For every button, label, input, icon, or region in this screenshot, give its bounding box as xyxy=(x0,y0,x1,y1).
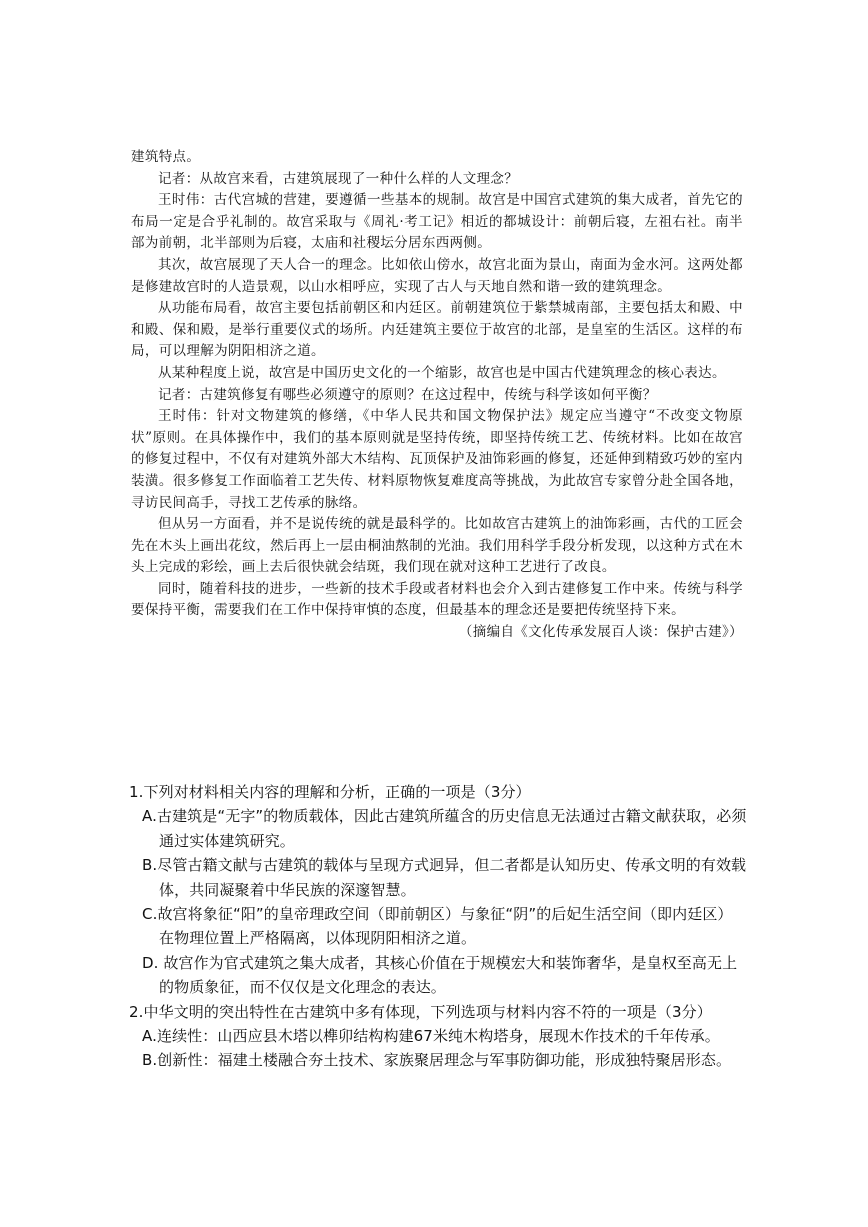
option-b: B.尽管古籍文献与古建筑的载体与呈现方式迥异，但二者都是认知历史、传承文明的有效载体，共同凝聚着中华民族的深邃智慧。 xyxy=(142,856,747,899)
passage-paragraph: 但从另一方面看，并不是说传统的就是最科学的。比如故宫古建筑上的油饰彩画，古代的工匠会先在木头上画出花纹，然后再上一层由桐油熬制的光油。我们用科学手段分析发现，以这种方式在木头上完成的彩绘，画上去后很快就会结斑，我们现在就对这种工艺进行了改良。 xyxy=(131,516,743,576)
question-list xyxy=(129,780,747,1073)
passage-paragraph: 王时伟：古代宫城的营建，要遵循一些基本的规制。故宫是中国宫式建筑的集大成者，首先它的布局一定是合乎礼制的。故宫采取与《周礼·考工记》相近的都城设计：前朝后寝，左祖右社。南半部为前朝，北半部则为后寝，太庙和社稷坛分居东西两侧。 xyxy=(131,192,743,252)
passage-paragraph: 从某种程度上说，故宫是中国历史文化的一个缩影，故宫也是中国古代建筑理念的核心表达。 xyxy=(158,364,726,381)
passage-paragraph: 其次，故宫展现了天人合一的理念。比如依山傍水，故宫北面为景山，南面为金水河。这两处都是修建故宫时的人造景观，以山水相呼应，实现了古人与天地自然和谐一致的建筑理念。 xyxy=(131,256,743,295)
reading-passage xyxy=(131,147,743,644)
question-1 xyxy=(129,780,747,1000)
passage-source: （摘编自《文化传承发展百人谈：保护古建》） xyxy=(458,624,743,641)
question-stem: 2.中华文明的突出特性在古建筑中多有体现，下列选项与材料内容不符的一项是（3分） xyxy=(129,1002,712,1021)
option-d: D. 故宫作为官式建筑之集大成者，其核心价值在于规模宏大和装饰奢华，是皇权至高无上的物质象征，而不仅仅是文化理念的表达。 xyxy=(142,953,738,997)
passage-paragraph: 记者：从故宫来看，古建筑展现了一种什么样的人文理念？ xyxy=(158,170,519,187)
passage-paragraph: 王时伟：针对文物建筑的修缮，《中华人民共和国文物保护法》规定应当遵守“不改变文物原状”原则。在具体操作中，我们的基本原则就是坚持传统，即坚持传统工艺、传统材料。比如在故宫的修复过程中，不仅有对建筑外部大木结构、瓦顶保护及油饰彩画的修复，还延伸到精致巧妙的室内装潢。很多修复工作面临着工艺失传、材料原物恢复难度高等挑战，为此故宫专家曾分赴全国各地，寻访民间高手，寻找工艺传承的脉络。 xyxy=(131,408,743,511)
option-b: B.创新性：福建土楼融合夯土技术、家族聚居理念与军事防御功能，形成独特聚居形态。 xyxy=(142,1051,732,1070)
option-c: C.故宫将象征“阳”的皇帝理政空间（即前朝区）与象征“阴”的后妃生活空间（即内廷区）在物理位置上严格隔离，以体现阴阳相济之道。 xyxy=(142,905,733,948)
passage-paragraph: 建筑特点。 xyxy=(131,149,201,165)
option-a: A.古建筑是“无字”的物质载体，因此古建筑所蕴含的历史信息无法通过古籍文献获取，必须通过实体建筑研究。 xyxy=(142,807,747,850)
question-2 xyxy=(129,1000,747,1073)
passage-paragraph: 同时，随着科技的进步，一些新的技术手段或者材料也会介入到古建修复工作中来。传统与科学要保持平衡，需要我们在工作中保持审慎的态度，但最基本的理念还是要把传统坚持下来。 xyxy=(131,580,743,619)
passage-paragraph: 从功能布局看，故宫主要包括前朝区和内廷区。前朝建筑位于紫禁城南部，主要包括太和殿、中和殿、保和殿，是举行重要仪式的场所。内廷建筑主要位于故宫的北部，是皇室的生活区。这样的布局，可以理解为阴阳相济之道。 xyxy=(131,300,743,360)
option-a: A.连续性：山西应县木塔以榫卯结构构建67米纯木构塔身，展现木作技术的千年传承。 xyxy=(142,1027,720,1046)
question-stem: 1.下列对材料相关内容的理解和分析，正确的一项是（3分） xyxy=(129,783,531,801)
passage-paragraph: 记者：古建筑修复有哪些必须遵守的原则？在这过程中，传统与科学该如何平衡？ xyxy=(158,386,657,403)
